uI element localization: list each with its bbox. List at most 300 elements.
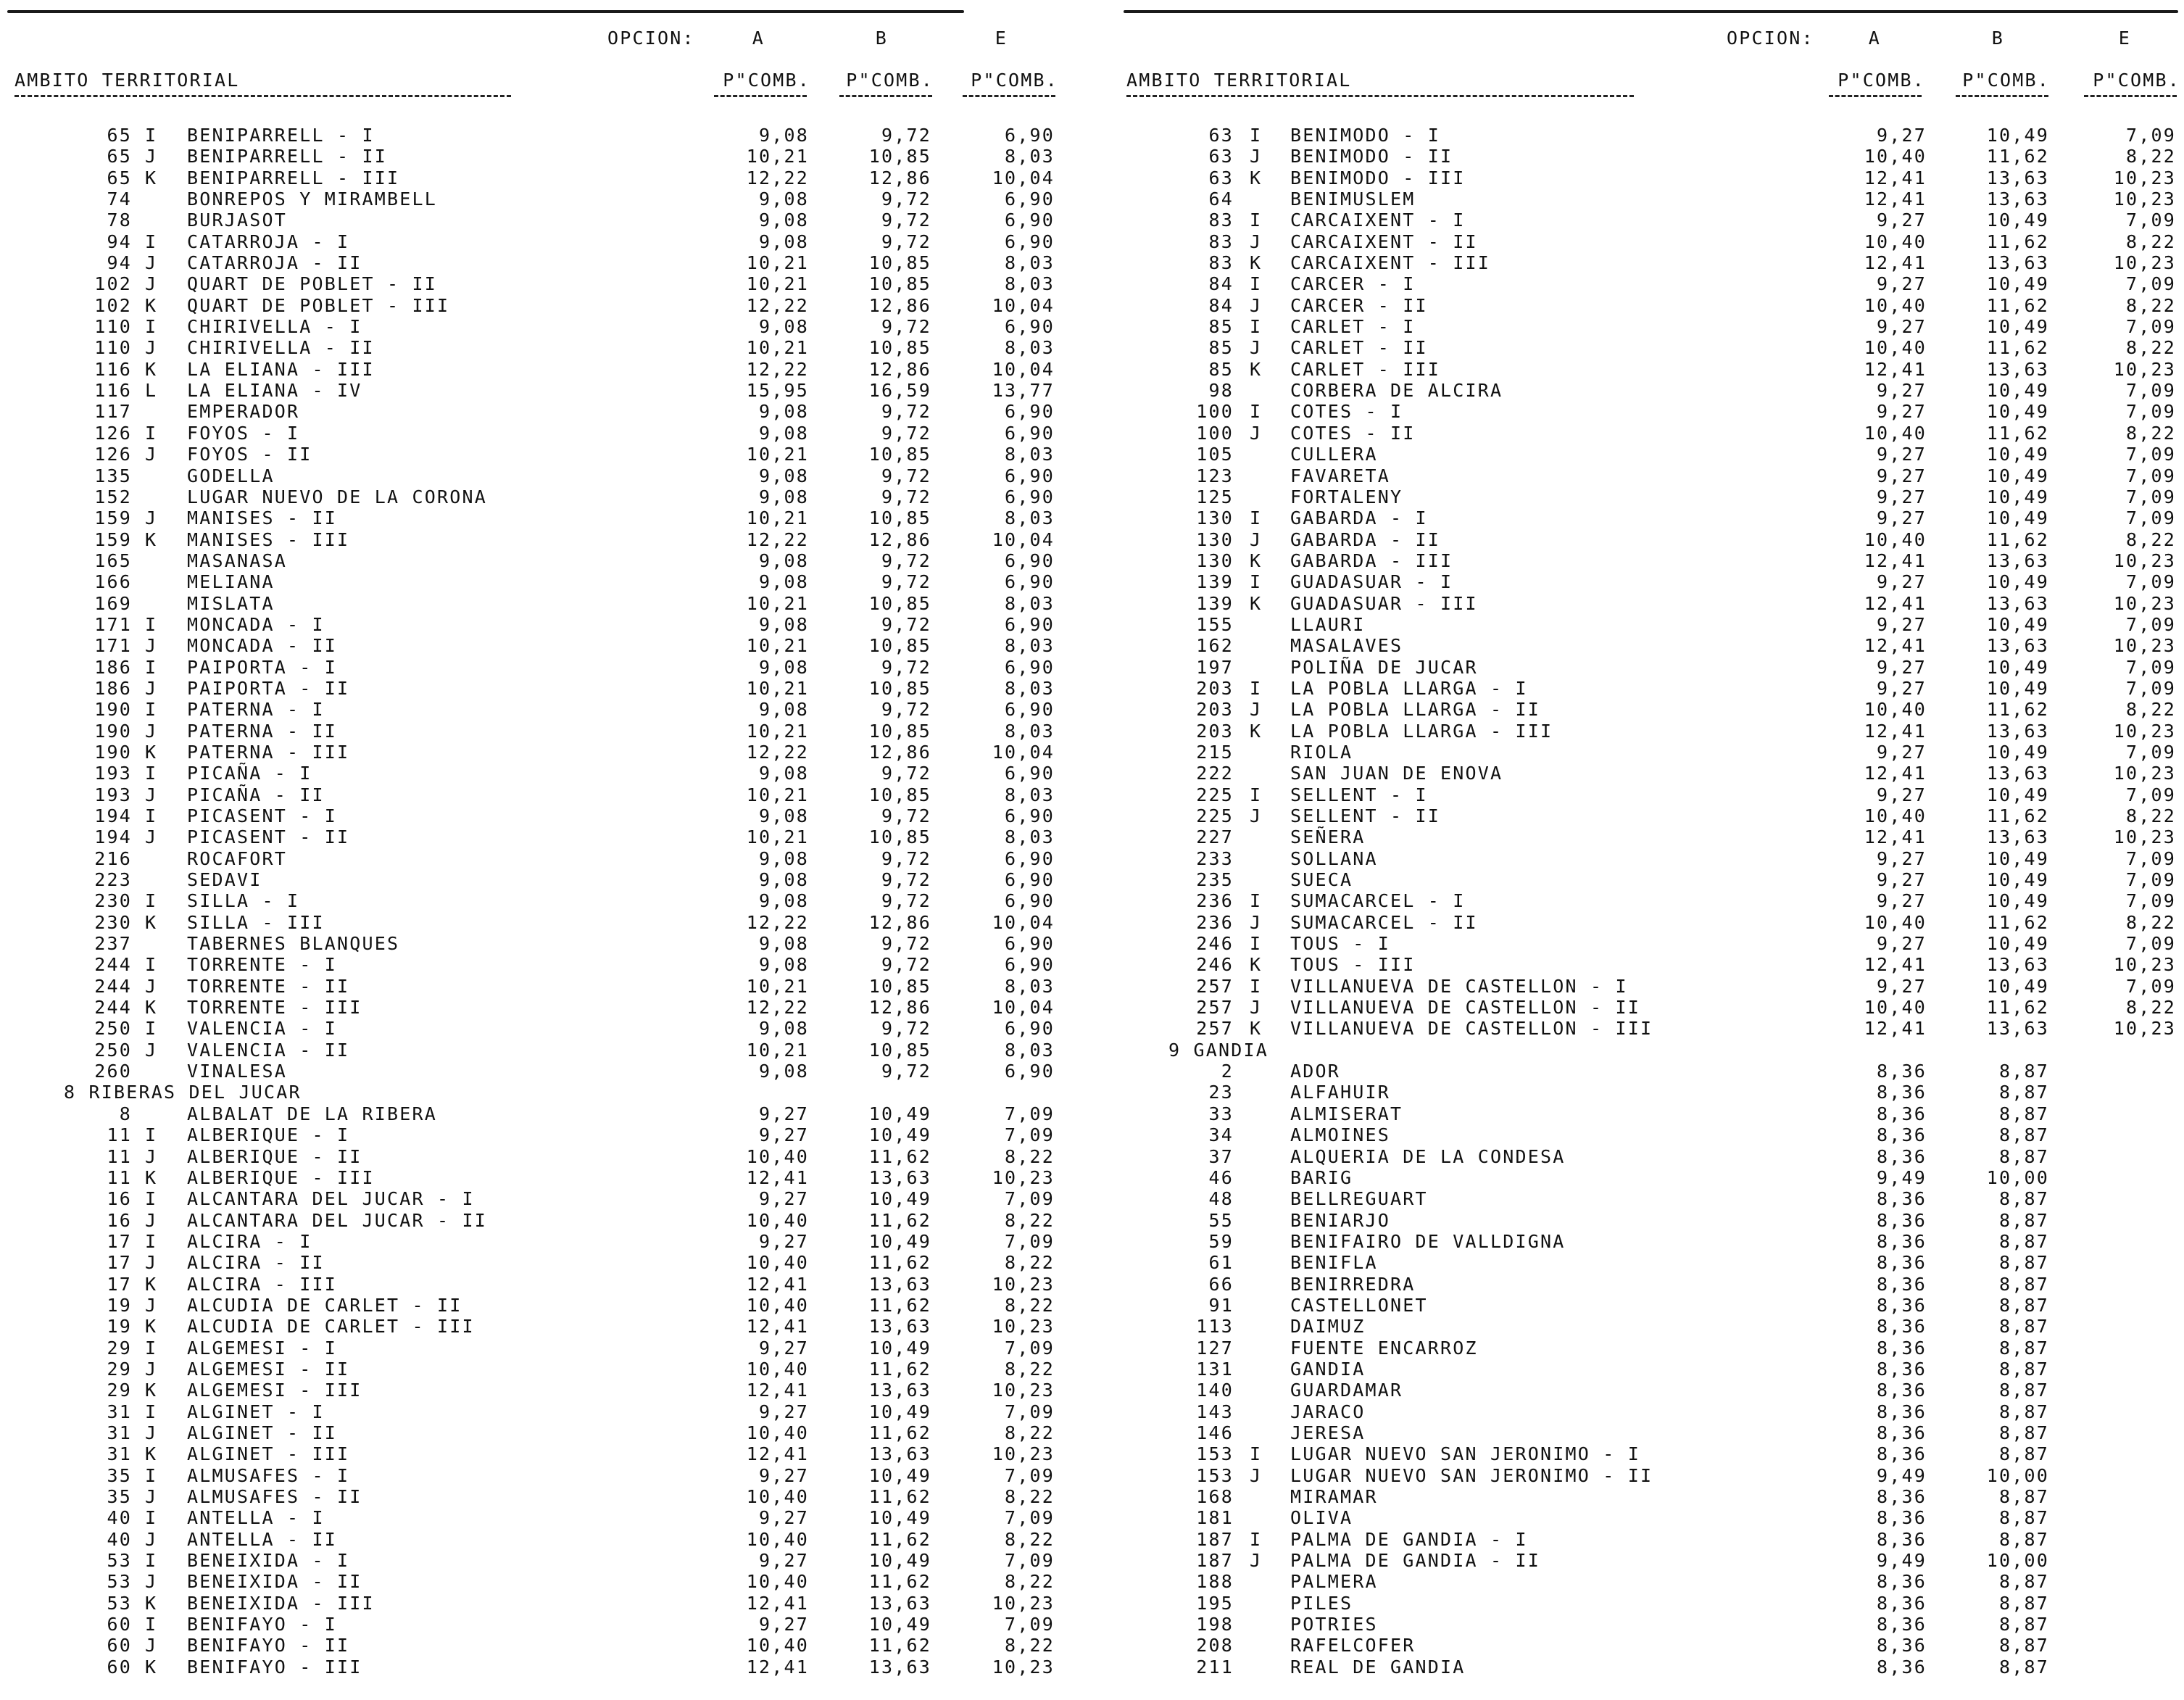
- value-option-a: 9,08: [758, 125, 809, 146]
- table-row: [1116, 316, 2184, 337]
- value-option-b: 10,00: [1986, 1550, 2049, 1572]
- municipality-name: SEDAVI: [187, 869, 262, 891]
- zone-letter: I: [145, 1230, 158, 1252]
- zone-letter: I: [1250, 975, 1263, 997]
- municipality-code: 162: [1196, 635, 1234, 657]
- municipality-code: 203: [1196, 699, 1234, 721]
- table-row: [0, 1124, 1073, 1145]
- table-row: [1116, 1465, 2184, 1486]
- value-option-b: 12,86: [868, 294, 931, 316]
- zone-letter: J: [145, 444, 158, 465]
- table-row: [1116, 635, 2184, 656]
- right-table-column: [1116, 0, 2184, 1700]
- table-row: [1116, 784, 2184, 805]
- zone-letter: J: [1250, 337, 1263, 359]
- value-option-b: 9,72: [881, 465, 931, 486]
- municipality-name: COTES - II: [1290, 422, 1416, 444]
- municipality-name: ALGEMESI - II: [187, 1358, 350, 1380]
- value-option-b: 12,86: [868, 741, 931, 763]
- municipality-code: 17: [107, 1252, 132, 1274]
- table-row: [1116, 146, 2184, 167]
- value-option-a: 10,40: [746, 1635, 809, 1657]
- zone-letter: J: [145, 677, 158, 699]
- value-option-e: 7,09: [2125, 273, 2176, 295]
- municipality-code: 113: [1196, 1316, 1234, 1338]
- table-row: [0, 1657, 1073, 1678]
- value-option-b: 8,87: [1998, 1273, 2049, 1295]
- value-option-a: 10,40: [1864, 422, 1927, 444]
- value-option-e: 7,09: [1004, 1507, 1055, 1529]
- municipality-name: GABARDA - II: [1290, 528, 1441, 550]
- municipality-code: 257: [1196, 997, 1234, 1019]
- value-option-a: 9,27: [758, 1103, 809, 1124]
- municipality-name: ALBERIQUE - III: [187, 1166, 375, 1188]
- value-option-a: 9,27: [1876, 933, 1927, 955]
- municipality-name: LA POBLA LLARGA - I: [1290, 677, 1528, 699]
- table-row: [0, 1103, 1073, 1124]
- zone-letter: I: [145, 1507, 158, 1529]
- table-row: [1116, 1146, 2184, 1167]
- municipality-name: VILLANUEVA DE CASTELLON - II: [1290, 997, 1641, 1019]
- value-option-e: 7,09: [1004, 1230, 1055, 1252]
- value-option-b: 9,72: [881, 656, 931, 678]
- value-option-e: 7,09: [2125, 975, 2176, 997]
- municipality-name: PICAÑA - I: [187, 763, 312, 784]
- value-option-e: 8,03: [1004, 252, 1055, 274]
- municipality-code: 60: [107, 1656, 132, 1678]
- value-option-a: 12,41: [1864, 188, 1927, 210]
- municipality-code: 193: [94, 784, 132, 805]
- value-option-b: 12,86: [868, 167, 931, 188]
- municipality-code: 63: [1208, 125, 1234, 146]
- zone-letter: J: [1250, 231, 1263, 252]
- municipality-name: ALGINET - III: [187, 1443, 350, 1465]
- value-option-b: 9,72: [881, 1018, 931, 1040]
- zone-letter: J: [1250, 528, 1263, 550]
- zone-letter: I: [1250, 273, 1263, 295]
- value-option-a: 12,41: [1864, 1018, 1927, 1040]
- value-option-b: 10,49: [1986, 613, 2049, 635]
- table-row: [0, 273, 1073, 294]
- value-option-b: 10,49: [868, 1124, 931, 1146]
- value-option-e: 10,23: [2113, 1018, 2176, 1040]
- value-option-e: 8,03: [1004, 273, 1055, 295]
- zone-letter: J: [145, 337, 158, 359]
- table-row: [1116, 1274, 2184, 1295]
- municipality-code: 244: [94, 997, 132, 1019]
- value-option-e: 8,03: [1004, 146, 1055, 167]
- value-option-b: 10,49: [1986, 273, 2049, 295]
- value-option-e: 7,09: [2125, 677, 2176, 699]
- table-row: [0, 1635, 1073, 1656]
- value-option-b: 8,87: [1998, 1422, 2049, 1443]
- municipality-code: 203: [1196, 677, 1234, 699]
- table-row: [1116, 1210, 2184, 1231]
- municipality-name: SOLLANA: [1290, 847, 1378, 869]
- table-row: [1116, 1635, 2184, 1656]
- value-option-e: 7,09: [2125, 656, 2176, 678]
- zone-letter: J: [145, 1039, 158, 1061]
- value-option-b: 8,87: [1998, 1486, 2049, 1507]
- zone-letter: I: [1250, 571, 1263, 593]
- value-option-b: 9,72: [881, 847, 931, 869]
- value-option-a: 8,36: [1876, 1252, 1927, 1274]
- pcomb-header-b: P"COMB.: [846, 70, 934, 91]
- table-row: [1116, 210, 2184, 231]
- zone-letter: K: [145, 294, 158, 316]
- value-option-b: 11,62: [868, 1252, 931, 1274]
- municipality-name: ALMOINES: [1290, 1124, 1391, 1146]
- municipality-name: BENIMODO - II: [1290, 146, 1453, 167]
- zone-letter: J: [1250, 146, 1263, 167]
- value-option-e: 8,22: [2125, 911, 2176, 933]
- municipality-name: FORTALENY: [1290, 486, 1403, 507]
- value-option-a: 8,36: [1876, 1656, 1927, 1678]
- value-option-b: 13,63: [868, 1316, 931, 1338]
- municipality-code: 83: [1208, 210, 1234, 231]
- value-option-a: 8,36: [1876, 1316, 1927, 1338]
- value-option-b: 8,87: [1998, 1294, 2049, 1316]
- municipality-code: 225: [1196, 805, 1234, 826]
- municipality-code: 246: [1196, 933, 1234, 955]
- municipality-code: 31: [107, 1443, 132, 1465]
- municipality-name: MIRAMAR: [1290, 1486, 1378, 1507]
- table-row: [0, 146, 1073, 167]
- pcomb-header-e: P"COMB.: [971, 70, 1058, 91]
- municipality-code: 85: [1208, 358, 1234, 380]
- value-option-e: 8,03: [1004, 592, 1055, 614]
- value-option-b: 10,00: [1986, 1166, 2049, 1188]
- table-row: [0, 805, 1073, 826]
- value-option-e: 8,22: [1004, 1145, 1055, 1167]
- municipality-code: 159: [94, 528, 132, 550]
- table-row: [1116, 444, 2184, 465]
- value-option-b: 10,85: [868, 826, 931, 848]
- value-option-e: 10,23: [2113, 720, 2176, 742]
- municipality-code: 227: [1196, 826, 1234, 848]
- municipality-name: MISLATA: [187, 592, 275, 614]
- value-option-e: 8,22: [1004, 1486, 1055, 1507]
- zone-letter: K: [1250, 550, 1263, 571]
- value-option-a: 8,36: [1876, 1592, 1927, 1614]
- municipality-code: 17: [107, 1273, 132, 1295]
- value-option-b: 11,62: [868, 1528, 931, 1550]
- section-name: 9 GANDIA: [1168, 1039, 1269, 1061]
- zone-letter: J: [145, 1571, 158, 1593]
- value-option-a: 10,21: [746, 592, 809, 614]
- value-option-e: 8,22: [2125, 294, 2176, 316]
- municipality-name: MONCADA - I: [187, 613, 325, 635]
- table-row: [1116, 1082, 2184, 1103]
- municipality-name: FAVARETA: [1290, 465, 1391, 486]
- municipality-name: BENEIXIDA - I: [187, 1550, 350, 1572]
- zone-letter: J: [1250, 997, 1263, 1019]
- section-name: 8 RIBERAS DEL JUCAR: [64, 1082, 302, 1103]
- municipality-name: TOUS - I: [1290, 933, 1391, 955]
- municipality-code: 135: [94, 465, 132, 486]
- table-row: [1116, 550, 2184, 571]
- value-option-a: 12,41: [746, 1316, 809, 1338]
- value-option-a: 9,08: [758, 188, 809, 210]
- table-row: [1116, 1550, 2184, 1571]
- municipality-name: BENIMODO - I: [1290, 125, 1441, 146]
- table-row: [0, 1188, 1073, 1209]
- municipality-name: ALMUSAFES - I: [187, 1464, 350, 1486]
- ambito-territorial-header: AMBITO TERRITORIAL: [14, 70, 240, 91]
- value-option-b: 11,62: [868, 1422, 931, 1443]
- value-option-b: 9,72: [881, 486, 931, 507]
- municipality-name: ALCUDIA DE CARLET - II: [187, 1294, 462, 1316]
- value-option-a: 12,22: [746, 741, 809, 763]
- value-option-e: 8,22: [2125, 528, 2176, 550]
- municipality-code: 53: [107, 1571, 132, 1593]
- table-row: [0, 465, 1073, 486]
- value-option-a: 10,21: [746, 635, 809, 657]
- value-option-b: 13,63: [868, 1592, 931, 1614]
- municipality-name: LUGAR NUEVO SAN JERONIMO - I: [1290, 1443, 1641, 1465]
- value-option-b: 11,62: [1986, 337, 2049, 359]
- table-row: [0, 657, 1073, 678]
- municipality-code: 237: [94, 933, 132, 955]
- value-option-e: 6,90: [1004, 550, 1055, 571]
- value-option-b: 9,72: [881, 699, 931, 721]
- municipality-code: 29: [107, 1337, 132, 1359]
- municipality-name: SUMACARCEL - I: [1290, 890, 1466, 912]
- value-option-e: 8,22: [2125, 699, 2176, 721]
- value-option-e: 8,22: [2125, 337, 2176, 359]
- value-option-a: 12,41: [1864, 167, 1927, 188]
- municipality-name: PICASENT - II: [187, 826, 350, 848]
- municipality-code: 168: [1196, 1486, 1234, 1507]
- municipality-name: SAN JUAN DE ENOVA: [1290, 763, 1503, 784]
- table-row: [0, 125, 1073, 146]
- table-row: [1116, 125, 2184, 146]
- municipality-name: ALBERIQUE - II: [187, 1145, 362, 1167]
- table-row: [0, 784, 1073, 805]
- table-row: [0, 1316, 1073, 1337]
- municipality-name: PALMA DE GANDIA - II: [1290, 1550, 1541, 1572]
- value-option-a: 12,41: [746, 1380, 809, 1401]
- table-row: [0, 1040, 1073, 1061]
- zone-letter: I: [1250, 401, 1263, 423]
- value-option-a: 8,36: [1876, 1528, 1927, 1550]
- value-option-e: 8,22: [2125, 146, 2176, 167]
- value-option-a: 9,27: [1876, 869, 1927, 891]
- value-option-b: 10,49: [868, 1550, 931, 1572]
- table-row: [1116, 1529, 2184, 1550]
- municipality-name: CARLET - III: [1290, 358, 1441, 380]
- municipality-name: ALFAHUIR: [1290, 1082, 1391, 1103]
- municipality-name: FOYOS - I: [187, 422, 300, 444]
- municipality-code: 31: [107, 1422, 132, 1443]
- value-underline-b: [839, 95, 932, 97]
- value-underline-a: [1829, 95, 1922, 97]
- table-row: [1116, 1571, 2184, 1592]
- value-option-a: 9,08: [758, 869, 809, 891]
- municipality-name: BENIFAIRO DE VALLDIGNA: [1290, 1230, 1566, 1252]
- municipality-name: CHIRIVELLA - II: [187, 337, 375, 359]
- value-option-b: 8,87: [1998, 1103, 2049, 1124]
- municipality-code: 84: [1208, 294, 1234, 316]
- municipality-code: 223: [94, 869, 132, 891]
- table-row: [1116, 1422, 2184, 1443]
- table-row: [1116, 486, 2184, 507]
- value-option-e: 10,23: [992, 1443, 1055, 1465]
- table-row: [0, 1231, 1073, 1252]
- value-option-b: 8,87: [1998, 1443, 2049, 1465]
- value-option-e: 6,90: [1004, 954, 1055, 976]
- value-option-e: 6,90: [1004, 847, 1055, 869]
- value-option-a: 8,36: [1876, 1358, 1927, 1380]
- value-option-e: 6,90: [1004, 656, 1055, 678]
- table-row: [1116, 1657, 2184, 1678]
- municipality-code: 195: [1196, 1592, 1234, 1614]
- value-option-b: 8,87: [1998, 1124, 2049, 1146]
- table-row: [1116, 742, 2184, 763]
- value-option-b: 13,63: [1986, 167, 2049, 188]
- municipality-name: SILLA - I: [187, 890, 300, 912]
- municipality-name: PICAÑA - II: [187, 784, 325, 805]
- value-option-b: 8,87: [1998, 1061, 2049, 1082]
- value-option-a: 9,08: [758, 486, 809, 507]
- municipality-name: GUARDAMAR: [1290, 1380, 1403, 1401]
- municipality-name: BENIFAYO - I: [187, 1614, 338, 1635]
- zone-letter: I: [145, 954, 158, 976]
- value-option-a: 9,49: [1876, 1550, 1927, 1572]
- table-row: [0, 359, 1073, 380]
- municipality-code: 230: [94, 890, 132, 912]
- table-row: [1116, 869, 2184, 890]
- value-option-a: 10,40: [746, 1145, 809, 1167]
- municipality-code: 222: [1196, 763, 1234, 784]
- value-option-b: 8,87: [1998, 1082, 2049, 1103]
- municipality-code: 35: [107, 1486, 132, 1507]
- municipality-code: 48: [1208, 1188, 1234, 1210]
- value-option-e: 10,23: [2113, 167, 2176, 188]
- table-row: [0, 1338, 1073, 1359]
- table-row: [0, 1443, 1073, 1464]
- value-option-a: 9,08: [758, 1061, 809, 1082]
- zone-letter: K: [145, 1592, 158, 1614]
- municipality-code: 94: [107, 231, 132, 252]
- municipality-name: CULLERA: [1290, 444, 1378, 465]
- municipality-name: DAIMUZ: [1290, 1316, 1366, 1338]
- value-option-b: 10,49: [1986, 444, 2049, 465]
- municipality-name: PALMA DE GANDIA - I: [1290, 1528, 1528, 1550]
- value-option-e: 8,22: [1004, 1635, 1055, 1657]
- value-option-b: 8,87: [1998, 1401, 2049, 1422]
- value-option-e: 8,03: [1004, 337, 1055, 359]
- table-row: [0, 1571, 1073, 1592]
- value-option-a: 10,21: [746, 337, 809, 359]
- value-option-a: 9,49: [1876, 1464, 1927, 1486]
- table-row: [0, 1380, 1073, 1401]
- table-row: [0, 614, 1073, 635]
- value-option-b: 13,63: [1986, 358, 2049, 380]
- value-option-b: 13,63: [868, 1273, 931, 1295]
- table-row: [1116, 954, 2184, 975]
- value-option-a: 8,36: [1876, 1422, 1927, 1443]
- value-option-b: 8,87: [1998, 1656, 2049, 1678]
- municipality-code: 165: [94, 550, 132, 571]
- value-option-a: 12,22: [746, 911, 809, 933]
- zone-letter: K: [145, 528, 158, 550]
- municipality-code: 98: [1208, 380, 1234, 402]
- section-heading: [0, 1082, 1073, 1103]
- municipality-code: 11: [107, 1166, 132, 1188]
- value-option-b: 8,87: [1998, 1188, 2049, 1210]
- value-option-b: 10,49: [1986, 741, 2049, 763]
- zone-letter: K: [145, 1443, 158, 1465]
- table-row: [1116, 1167, 2184, 1188]
- value-option-b: 11,62: [1986, 528, 2049, 550]
- value-option-b: 10,49: [1986, 465, 2049, 486]
- table-row: [0, 1465, 1073, 1486]
- value-option-b: 13,63: [1986, 720, 2049, 742]
- value-option-a: 9,49: [1876, 1166, 1927, 1188]
- table-row: [1116, 507, 2184, 528]
- municipality-name: CARCAIXENT - I: [1290, 210, 1466, 231]
- table-row: [1116, 1295, 2184, 1316]
- table-row: [1116, 337, 2184, 358]
- option-e-header: E: [995, 28, 1008, 49]
- zone-letter: K: [145, 741, 158, 763]
- value-option-e: 6,90: [1004, 401, 1055, 423]
- table-row: [0, 571, 1073, 592]
- value-option-a: 12,41: [1864, 252, 1927, 274]
- municipality-name: VALENCIA - I: [187, 1018, 338, 1040]
- municipality-name: SUECA: [1290, 869, 1353, 891]
- value-option-a: 10,40: [1864, 911, 1927, 933]
- table-row: [1116, 1443, 2184, 1464]
- zone-letter: I: [1250, 1528, 1263, 1550]
- municipality-name: JERESA: [1290, 1422, 1366, 1443]
- table-row: [1116, 465, 2184, 486]
- municipality-code: 35: [107, 1464, 132, 1486]
- zone-letter: J: [145, 1358, 158, 1380]
- municipality-name: MANISES - II: [187, 507, 338, 529]
- value-option-e: 7,09: [2125, 401, 2176, 423]
- value-option-e: 7,09: [2125, 380, 2176, 402]
- municipality-code: 125: [1196, 486, 1234, 507]
- value-option-a: 8,36: [1876, 1124, 1927, 1146]
- value-option-e: 6,90: [1004, 316, 1055, 338]
- table-row: [1116, 997, 2184, 1018]
- municipality-code: 127: [1196, 1337, 1234, 1359]
- value-option-a: 9,27: [1876, 401, 1927, 423]
- value-option-a: 8,36: [1876, 1061, 1927, 1082]
- value-option-e: 6,90: [1004, 422, 1055, 444]
- value-option-a: 8,36: [1876, 1230, 1927, 1252]
- value-option-b: 13,63: [1986, 954, 2049, 976]
- table-row: [1116, 1401, 2184, 1422]
- municipality-code: 198: [1196, 1614, 1234, 1635]
- value-option-e: 6,90: [1004, 188, 1055, 210]
- municipality-code: 250: [94, 1039, 132, 1061]
- municipality-code: 131: [1196, 1358, 1234, 1380]
- value-option-e: 7,09: [1004, 1550, 1055, 1572]
- municipality-name: BENIFAYO - III: [187, 1656, 362, 1678]
- zone-letter: I: [145, 763, 158, 784]
- value-option-e: 8,22: [2125, 422, 2176, 444]
- municipality-code: 40: [107, 1528, 132, 1550]
- value-option-b: 11,62: [1986, 146, 2049, 167]
- table-row: [1116, 231, 2184, 252]
- municipality-code: 83: [1208, 252, 1234, 274]
- municipality-code: 63: [1208, 167, 1234, 188]
- table-row: [0, 763, 1073, 784]
- municipality-code: 257: [1196, 1018, 1234, 1040]
